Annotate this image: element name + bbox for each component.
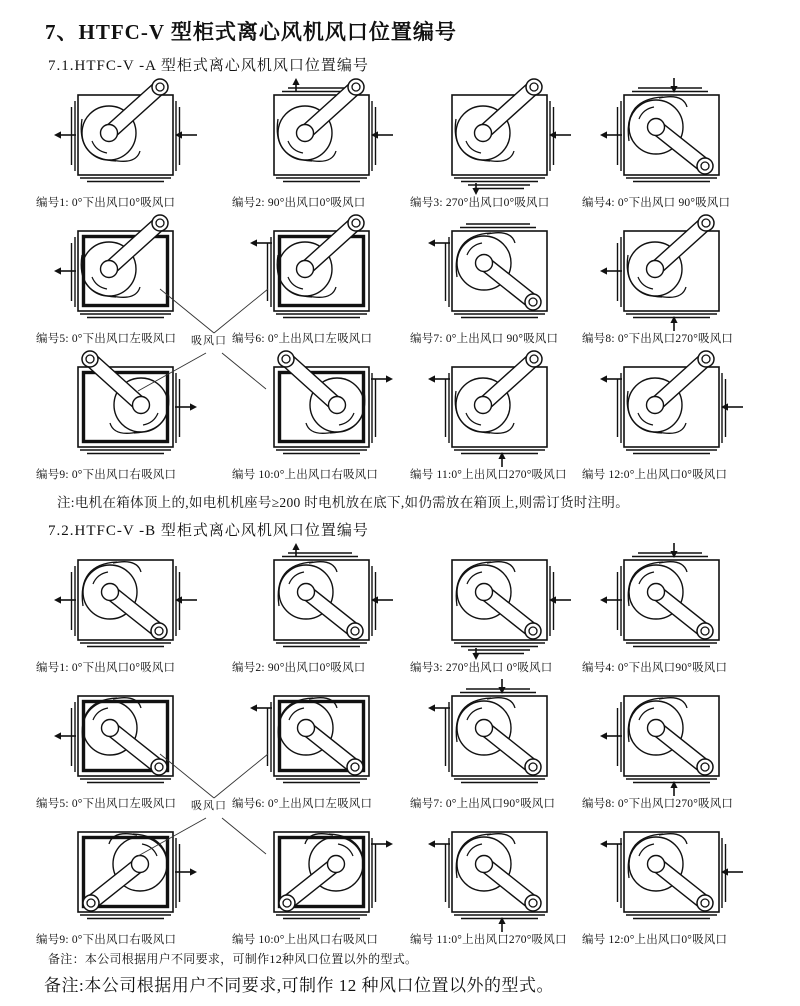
diagram-caption: 编号4: 0°下出风口90°吸风口: [582, 662, 728, 674]
fan-diagram-cell: [222, 77, 400, 213]
fan-diagram: [246, 814, 396, 932]
fan-diagram: [596, 814, 746, 932]
diagram-caption: 编号3: 270°出风口0°吸风口: [410, 197, 550, 209]
diagram-caption: 编号 10:0°上出风口右吸风口: [232, 469, 379, 481]
fan-diagram: [424, 349, 574, 467]
fan-diagram: [424, 542, 574, 660]
diagram-caption: 编号2: 90°出风口0°吸风口: [232, 662, 366, 674]
fan-diagram-cell: [400, 542, 572, 678]
fan-diagram: [424, 213, 574, 331]
fan-diagram: [246, 213, 396, 331]
fan-diagram-cell: [400, 77, 572, 213]
fan-diagram-cell: [222, 814, 400, 950]
diagram-caption: 编号2: 90°出风口0°吸风口: [232, 197, 366, 209]
diagram-caption: 编号8: 0°下出风口270°吸风口: [582, 333, 734, 345]
diagram-caption: 编号8: 0°下出风口270°吸风口: [582, 798, 734, 810]
fan-diagram-cell: [572, 814, 748, 950]
diagram-caption: 编号9: 0°下出风口右吸风口: [36, 934, 177, 946]
remark-note-small: 备注：本公司根据用户不同要求，可制作12种风口位置以外的型式。: [48, 952, 418, 966]
fan-diagram-cell: [400, 814, 572, 950]
fan-diagram-cell: [572, 77, 748, 213]
fan-diagram-cell: [26, 349, 222, 485]
fan-diagram: [50, 77, 200, 195]
motor-position-note: 注:电机在箱体顶上的,如电机机座号≥200 时电机放在底下,如仍需放在箱顶上,则需订货时注明。: [57, 495, 630, 510]
fan-diagram-cell: [26, 542, 222, 678]
fan-diagram-cell: [26, 77, 222, 213]
remark-note-large: 备注:本公司根据用户不同要求,可制作 12 种风口位置以外的型式。: [44, 976, 554, 995]
fan-diagram: [50, 349, 200, 467]
diagram-caption: 编号9: 0°下出风口右吸风口: [36, 469, 177, 481]
section-a: [0, 54, 800, 511]
diagram-grid-a: [0, 77, 800, 485]
diagram-caption: 编号 12:0°上出风口0°吸风口: [582, 934, 728, 946]
diagram-caption: 编号7: 0°上出风口90°吸风口: [410, 798, 556, 810]
diagram-caption: 编号7: 0°上出风口 90°吸风口: [410, 333, 559, 345]
diagram-caption: 编号 10:0°上出风口右吸风口: [232, 934, 379, 946]
diagram-caption: 编号5: 0°下出风口左吸风口: [36, 798, 177, 810]
diagram-caption: 编号6: 0°上出风口左吸风口: [232, 798, 373, 810]
diagram-caption: 编号4: 0°下出风口 90°吸风口: [582, 197, 731, 209]
fan-diagram: [596, 349, 746, 467]
suction-port-label: 吸风口: [191, 800, 227, 812]
fan-diagram: [50, 814, 200, 932]
section-b: [0, 519, 800, 996]
fan-diagram-cell: [222, 349, 400, 485]
fan-diagram-cell: [572, 213, 748, 349]
fan-diagram: [596, 678, 746, 796]
diagram-grid-b: [0, 542, 800, 950]
fan-diagram: [596, 77, 746, 195]
fan-diagram: [596, 213, 746, 331]
diagram-caption: 编号6: 0°上出风口左吸风口: [232, 333, 373, 345]
fan-diagram-cell: [572, 678, 748, 814]
fan-diagram: [596, 542, 746, 660]
section-a-heading: 7.1.HTFC-V -A 型柜式离心风机风口位置编号: [48, 58, 369, 74]
fan-diagram: [50, 542, 200, 660]
fan-diagram-cell: [400, 213, 572, 349]
fan-diagram: [424, 77, 574, 195]
diagram-caption: 编号1: 0°下出风口0°吸风口: [36, 662, 176, 674]
fan-diagram-cell: [400, 678, 572, 814]
fan-diagram: [246, 542, 396, 660]
fan-diagram-cell: [222, 213, 400, 349]
fan-diagram: [246, 77, 396, 195]
fan-diagram: [50, 678, 200, 796]
fan-diagram: [424, 814, 574, 932]
suction-port-label: 吸风口: [191, 335, 227, 347]
diagram-caption: 编号3: 270°出风口 0°吸风口: [410, 662, 553, 674]
diagram-caption: 编号 12:0°上出风口0°吸风口: [582, 469, 728, 481]
section-b-heading: 7.2.HTFC-V -B 型柜式离心风机风口位置编号: [48, 523, 369, 539]
fan-diagram-cell: [572, 349, 748, 485]
fan-diagram-cell: [26, 213, 222, 349]
fan-diagram-cell: [222, 678, 400, 814]
fan-diagram: [424, 678, 574, 796]
diagram-caption: 编号5: 0°下出风口左吸风口: [36, 333, 177, 345]
fan-diagram: [246, 678, 396, 796]
fan-diagram-cell: [572, 542, 748, 678]
diagram-caption: 编号 11:0°上出风口270°吸风口: [410, 469, 567, 481]
fan-diagram: [246, 349, 396, 467]
fan-diagram-cell: [26, 678, 222, 814]
diagram-caption: 编号 11:0°上出风口270°吸风口: [410, 934, 567, 946]
diagram-caption: 编号1: 0°下出风口0°吸风口: [36, 197, 176, 209]
fan-diagram-cell: [26, 814, 222, 950]
fan-diagram-cell: [400, 349, 572, 485]
page-title: 7、HTFC-V 型柜式离心风机风口位置编号: [45, 20, 457, 44]
fan-diagram-cell: [222, 542, 400, 678]
fan-diagram: [50, 213, 200, 331]
